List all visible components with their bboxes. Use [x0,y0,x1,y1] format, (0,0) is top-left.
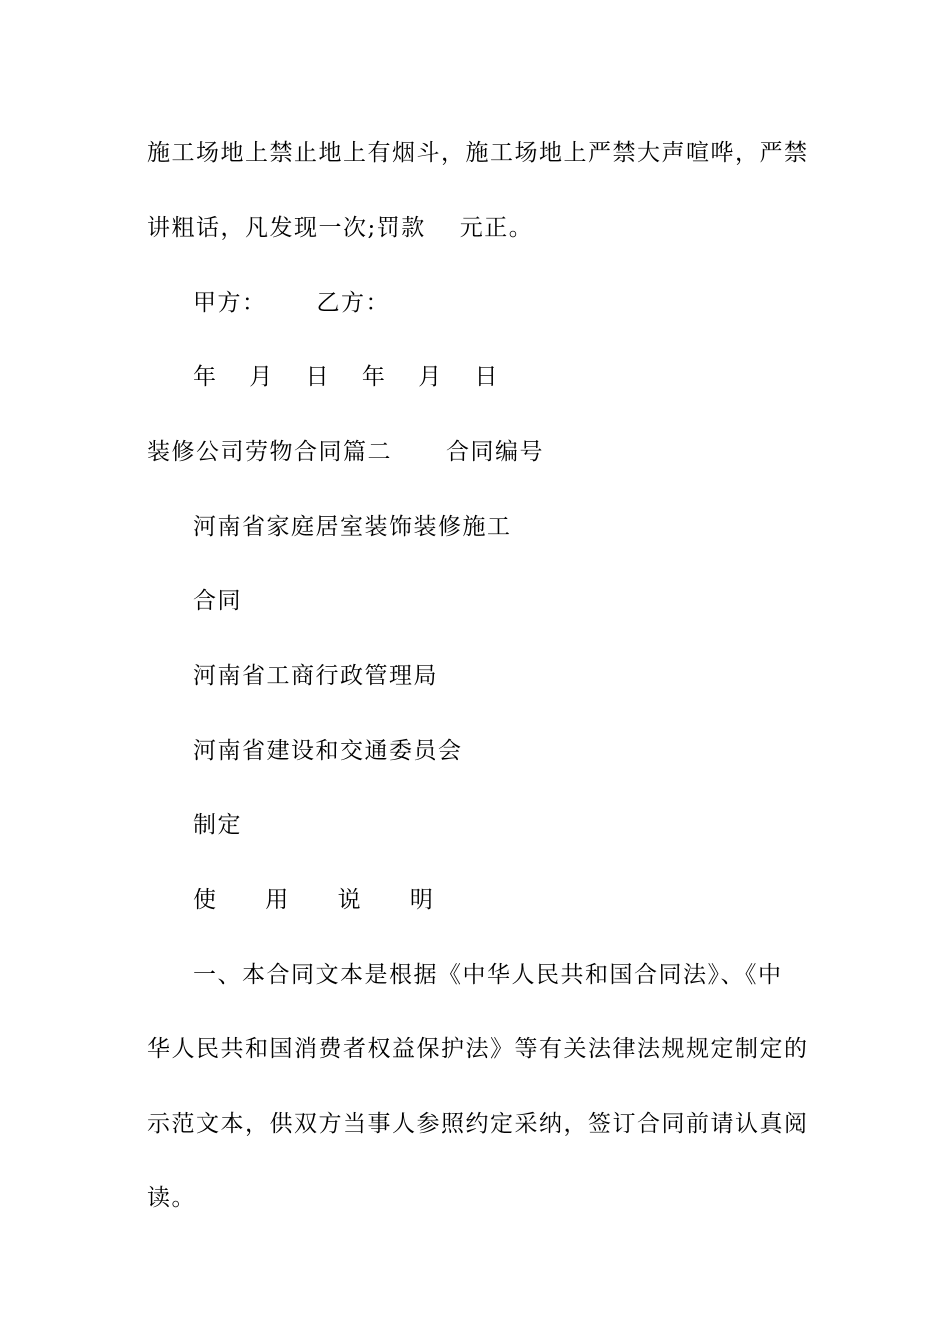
text-line: 华人民共和国消费者权益保护法》等有关法律法规规定制定的 [147,1036,809,1062]
text-line: 元正。 [459,215,534,241]
paragraph-line [147,213,807,243]
usage-title [193,885,853,915]
made-line [193,810,853,840]
text-line: 一、本合同文本是根据《中华人民共和国合同法》、《中 [193,962,783,988]
text-line: 制定 [193,812,242,838]
issuer-line [193,661,853,691]
paragraph-line [147,138,807,168]
text-line: 施工场地上禁止地上有烟斗，施工场地上严禁大声喧哗，严禁 [147,140,809,166]
text-line: 河南省家庭居室装饰装修施工 [193,514,512,540]
contract-title-line [193,512,853,542]
party-a-label: 甲方： [193,290,267,316]
text-line: 使 用 说 明 [193,887,454,913]
text-line: 河南省建设和交通委员会 [193,738,463,764]
text-line: 河南省工商行政管理局 [193,663,438,689]
date-line [193,362,853,392]
text-line: 合同 [193,588,242,614]
section-title: 装修公司劳物合同篇二 [147,439,392,465]
party-b-label: 乙方： [316,290,390,316]
text-line: 讲粗话，凡发现一次;罚款 [147,215,426,241]
paragraph-line [147,1183,807,1213]
section-heading [147,437,807,467]
signature-line [193,288,853,318]
text-line: 读。 [147,1185,196,1211]
date-text: 年 月 日 年 月 日 [193,364,511,390]
contract-title-line [193,586,853,616]
paragraph-line [147,1109,807,1139]
issuer-line [193,736,853,766]
paragraph-line [147,1034,807,1064]
paragraph-line [193,960,853,990]
contract-number-label: 合同编号 [446,439,544,465]
text-line: 示范文本，供双方当事人参照约定采纳，签订合同前请认真阅 [147,1111,809,1137]
